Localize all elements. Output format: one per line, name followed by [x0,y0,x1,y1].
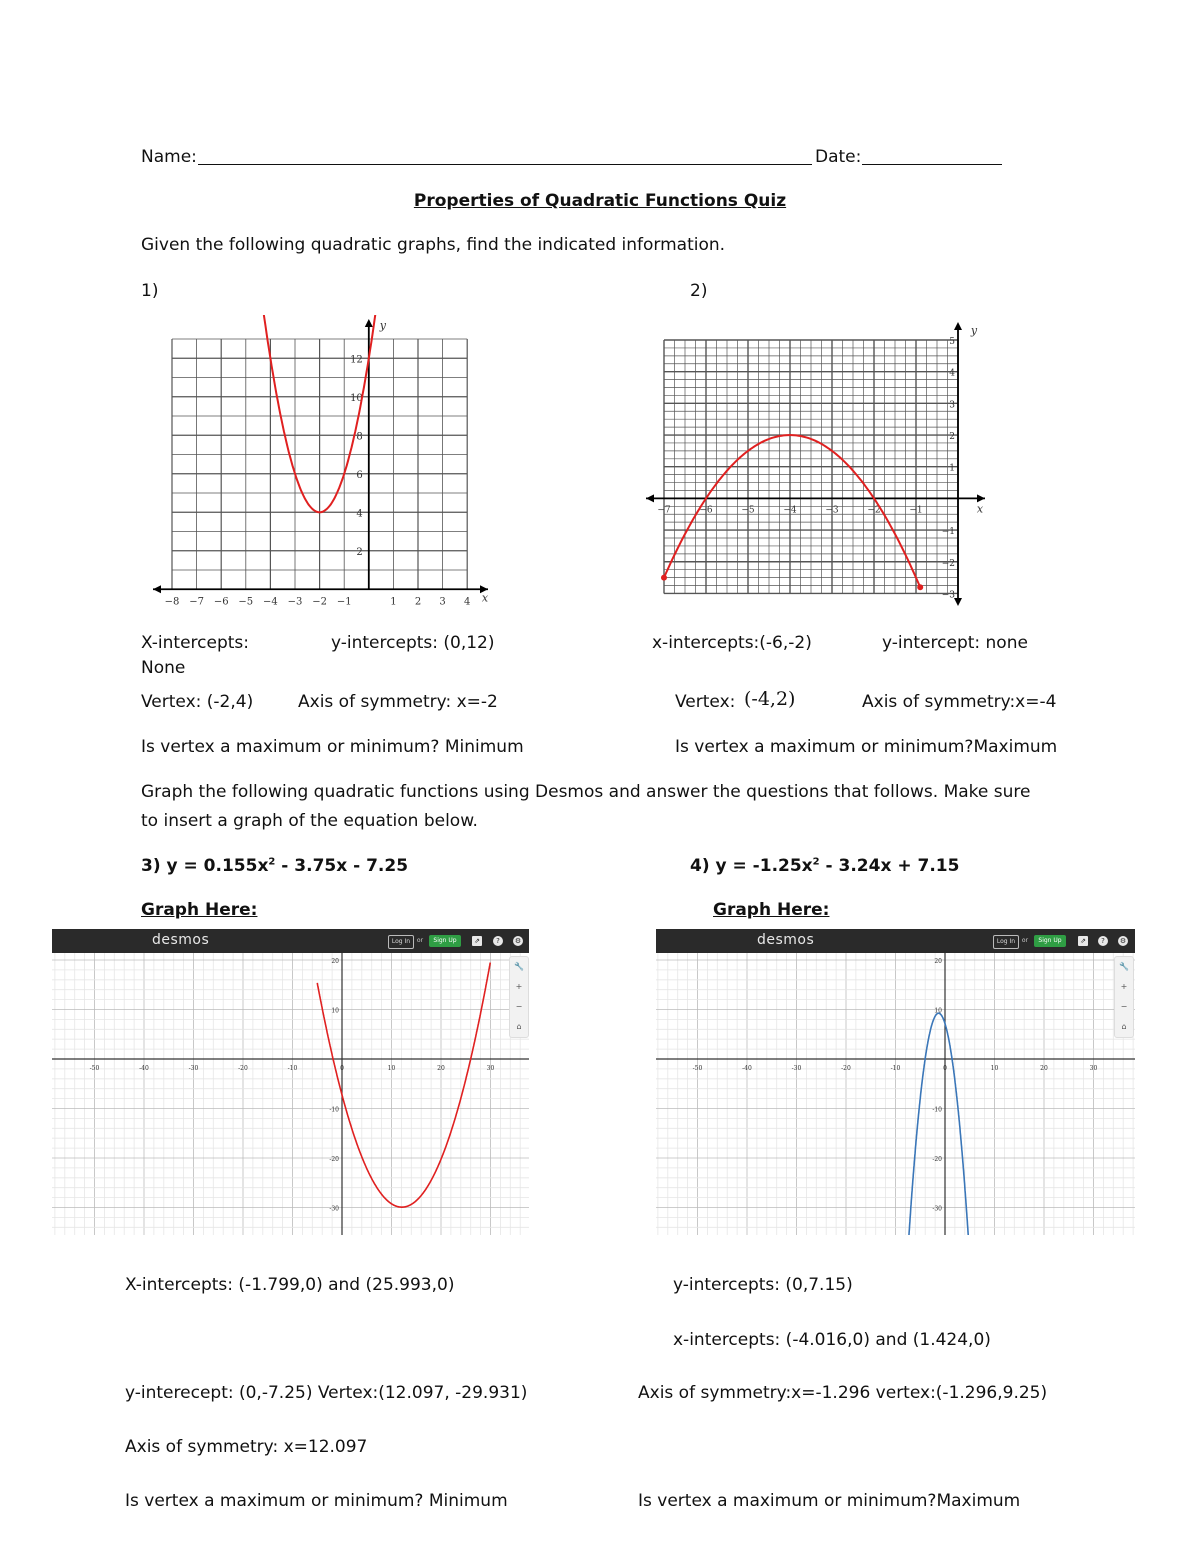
date-label: Date: [815,147,862,167]
q2-vertex-label: Vertex: [675,692,736,712]
y-tick-label: 20 [934,958,942,965]
x-tick-label: −5 [238,596,254,608]
x-tick-label: −1 [336,596,352,608]
y-axis-arrow-icon [954,322,962,330]
x-tick-label: −4 [263,596,278,608]
q1-xint-value: None [141,658,186,678]
x-tick-label: −7 [189,596,204,608]
y-tick-label: -10 [932,1106,942,1114]
wrench-icon[interactable]: 🔧 [1119,962,1129,971]
y-axis-label: y [970,324,978,337]
x-tick-label: -20 [841,1065,851,1072]
zoom-panel [1114,956,1134,1038]
q3-equation: 3) $y = 0.155x^2 - 3.75x - 7.25$ [141,856,409,876]
y-axis-label: y [379,319,386,332]
x-axis-label: x [481,591,489,605]
q3-maxmin: Is vertex a maximum or minimum? Minimum [125,1491,508,1511]
q4-maxmin: Is vertex a maximum or minimum?Maximum [638,1491,1021,1511]
q1-xint-label: X-intercepts: [141,633,250,653]
y-tick-label: 20 [331,958,339,965]
home-icon[interactable]: ⌂ [1121,1022,1127,1031]
x-axis-arrow-left-icon [153,585,161,593]
zoom-panel [509,956,529,1038]
settings-icon[interactable]: ⚙ [1119,937,1127,945]
q4-grid [656,953,1135,1235]
q3-grid [52,953,529,1235]
zoom-out-icon[interactable]: − [1120,1002,1128,1011]
x-tick-label: −6 [699,505,713,516]
login-button[interactable]: Log In [993,935,1019,949]
or-text: or [416,937,424,944]
q2-grid [646,322,985,606]
help-icon[interactable]: ? [493,936,503,946]
q2-axis: Axis of symmetry:x=-4 [862,692,1057,712]
q2-xint: x-intercepts:(-6,-2) [652,633,812,653]
x-tick-label: 0 [943,1065,947,1072]
desmos-graph-q4[interactable] [656,953,1135,1235]
y-tick-label: −2 [941,558,955,569]
home-icon[interactable]: ⌂ [516,1022,522,1031]
x-tick-label: 2 [414,596,422,608]
y-tick-label: -20 [932,1156,942,1163]
date-blank[interactable] [862,164,1002,165]
desmos-instructions-line2: to insert a graph of the equation below. [141,811,478,831]
q4-graph-here: Graph Here: [713,900,830,920]
desmos-graph-q3[interactable] [52,953,529,1235]
q3-axis: Axis of symmetry: x=12.097 [125,1437,368,1457]
y-tick-label: 8 [356,431,363,443]
y-tick-label: 10 [934,1007,942,1015]
q3-graph-here: Graph Here: [141,900,258,920]
x-axis-label: x [976,502,984,516]
y-tick-label: 12 [350,354,363,366]
x-tick-label: −6 [213,596,229,608]
y-tick-label: -10 [329,1106,339,1114]
q4-yint: y-intercepts: (0,7.15) [673,1275,853,1295]
y-tick-label: 1 [949,463,955,474]
or-text: or [1021,937,1029,944]
x-tick-label: 10 [387,1065,396,1072]
x-tick-label: -40 [139,1065,149,1072]
y-tick-label: -30 [329,1205,339,1213]
x-tick-label: -50 [89,1065,100,1072]
x-tick-label: −1 [909,505,923,516]
y-tick-label: 10 [350,392,363,404]
x-tick-label: −4 [783,505,797,516]
q1-vertex: Vertex: (-2,4) [141,692,254,712]
y-tick-label: -30 [932,1205,942,1213]
x-tick-label: -50 [692,1065,703,1072]
y-tick-label: 2 [949,432,955,443]
q4-equation: 4) $y = -1.25x^2 - 3.24x + 7.15$ [690,856,960,876]
x-tick-label: −5 [741,505,755,516]
q1-tick-labels [165,319,489,607]
y-tick-label: 4 [356,508,363,520]
name-label: Name: [141,147,197,167]
x-tick-label: -10 [890,1065,901,1072]
q3-xints: X-intercepts: (-1.799,0) and (25.993,0) [125,1275,455,1295]
y-tick-label: −1 [941,527,955,538]
q4-axis-vertex: Axis of symmetry:x=-1.296 vertex:(-1.296,9.25) [638,1383,1048,1403]
q1-number: 1) [141,281,159,301]
signup-button[interactable]: Sign Up [429,935,461,947]
y-tick-label: 10 [331,1007,339,1015]
y-tick-label: 2 [356,546,363,558]
page-title: Properties of Quadratic Functions Quiz [413,191,787,211]
x-tick-label: −7 [657,505,671,516]
instructions: Given the following quadratic graphs, find the indicated information. [141,235,726,255]
y-tick-label: 4 [949,368,955,379]
desmos-instructions-line1: Graph the following quadratic functions using Desmos and answer the questions that follows. Make sure [141,782,1031,802]
zoom-out-icon[interactable]: − [515,1002,523,1011]
signup-button[interactable]: Sign Up [1034,935,1066,947]
q2-vertex-value: (-4,2) [744,688,796,710]
graph-q2 [640,320,1000,610]
x-tick-label: 20 [437,1065,445,1072]
q1-yint: y-intercepts: (0,12) [331,633,495,653]
x-tick-label: −3 [287,596,303,608]
x-tick-label: −2 [867,505,881,516]
y-tick-label: 5 [949,337,955,347]
zoom-in-icon[interactable]: + [515,982,523,991]
x-tick-label: −3 [825,505,839,516]
help-icon[interactable]: ? [1098,936,1108,946]
q2-maxmin: Is vertex a maximum or minimum?Maximum [675,737,1058,757]
x-axis-arrow-left-icon [646,494,654,502]
y-tick-label: -20 [329,1156,339,1163]
x-tick-label: −2 [312,596,327,608]
q1-grid [153,319,488,593]
y-tick-label: 3 [949,400,955,411]
desmos-logo: desmos [757,932,815,948]
share-icon[interactable]: ⇗ [1078,936,1088,946]
x-tick-label: −8 [164,596,180,608]
share-icon[interactable]: ⇗ [472,936,482,946]
x-tick-label: 30 [486,1065,495,1072]
q2-yint: y-intercept: none [882,633,1028,653]
name-blank[interactable] [198,164,812,165]
desmos-logo: desmos [152,932,210,948]
q4-xints: x-intercepts: (-4.016,0) and (1.424,0) [673,1330,991,1350]
x-tick-label: -30 [188,1065,199,1072]
login-button[interactable]: Log In [388,935,414,949]
graph-q1 [145,315,505,610]
wrench-icon[interactable]: 🔧 [514,962,524,971]
q2-number: 2) [690,281,708,301]
x-tick-label: 3 [439,596,446,608]
q2-curve-endpoint [661,575,667,581]
x-tick-label: 1 [390,596,397,608]
y-axis-arrow-down-icon [954,598,962,606]
x-tick-label: 20 [1040,1065,1048,1072]
x-tick-label: -30 [791,1065,802,1072]
q1-maxmin: Is vertex a maximum or minimum? Minimum [141,737,524,757]
y-tick-label: 6 [356,469,363,481]
x-axis-arrow-icon [977,494,985,502]
q1-axis: Axis of symmetry: x=-2 [298,692,498,712]
x-tick-label: 4 [464,596,471,608]
x-tick-label: -10 [287,1065,298,1072]
q2-curve-endpoint [917,584,923,590]
x-tick-label: -20 [238,1065,248,1072]
zoom-in-icon[interactable]: + [1120,982,1128,991]
x-tick-label: 10 [990,1065,999,1072]
x-tick-label: 0 [340,1065,344,1072]
y-axis-arrow-icon [365,319,373,327]
y-tick-label: −3 [941,590,955,601]
settings-icon[interactable]: ⚙ [514,937,522,945]
x-tick-label: 30 [1089,1065,1098,1072]
x-tick-label: -40 [742,1065,752,1072]
q3-yint-vertex: y-interecept: (0,-7.25) Vertex:(12.097, -29.931) [125,1383,528,1403]
